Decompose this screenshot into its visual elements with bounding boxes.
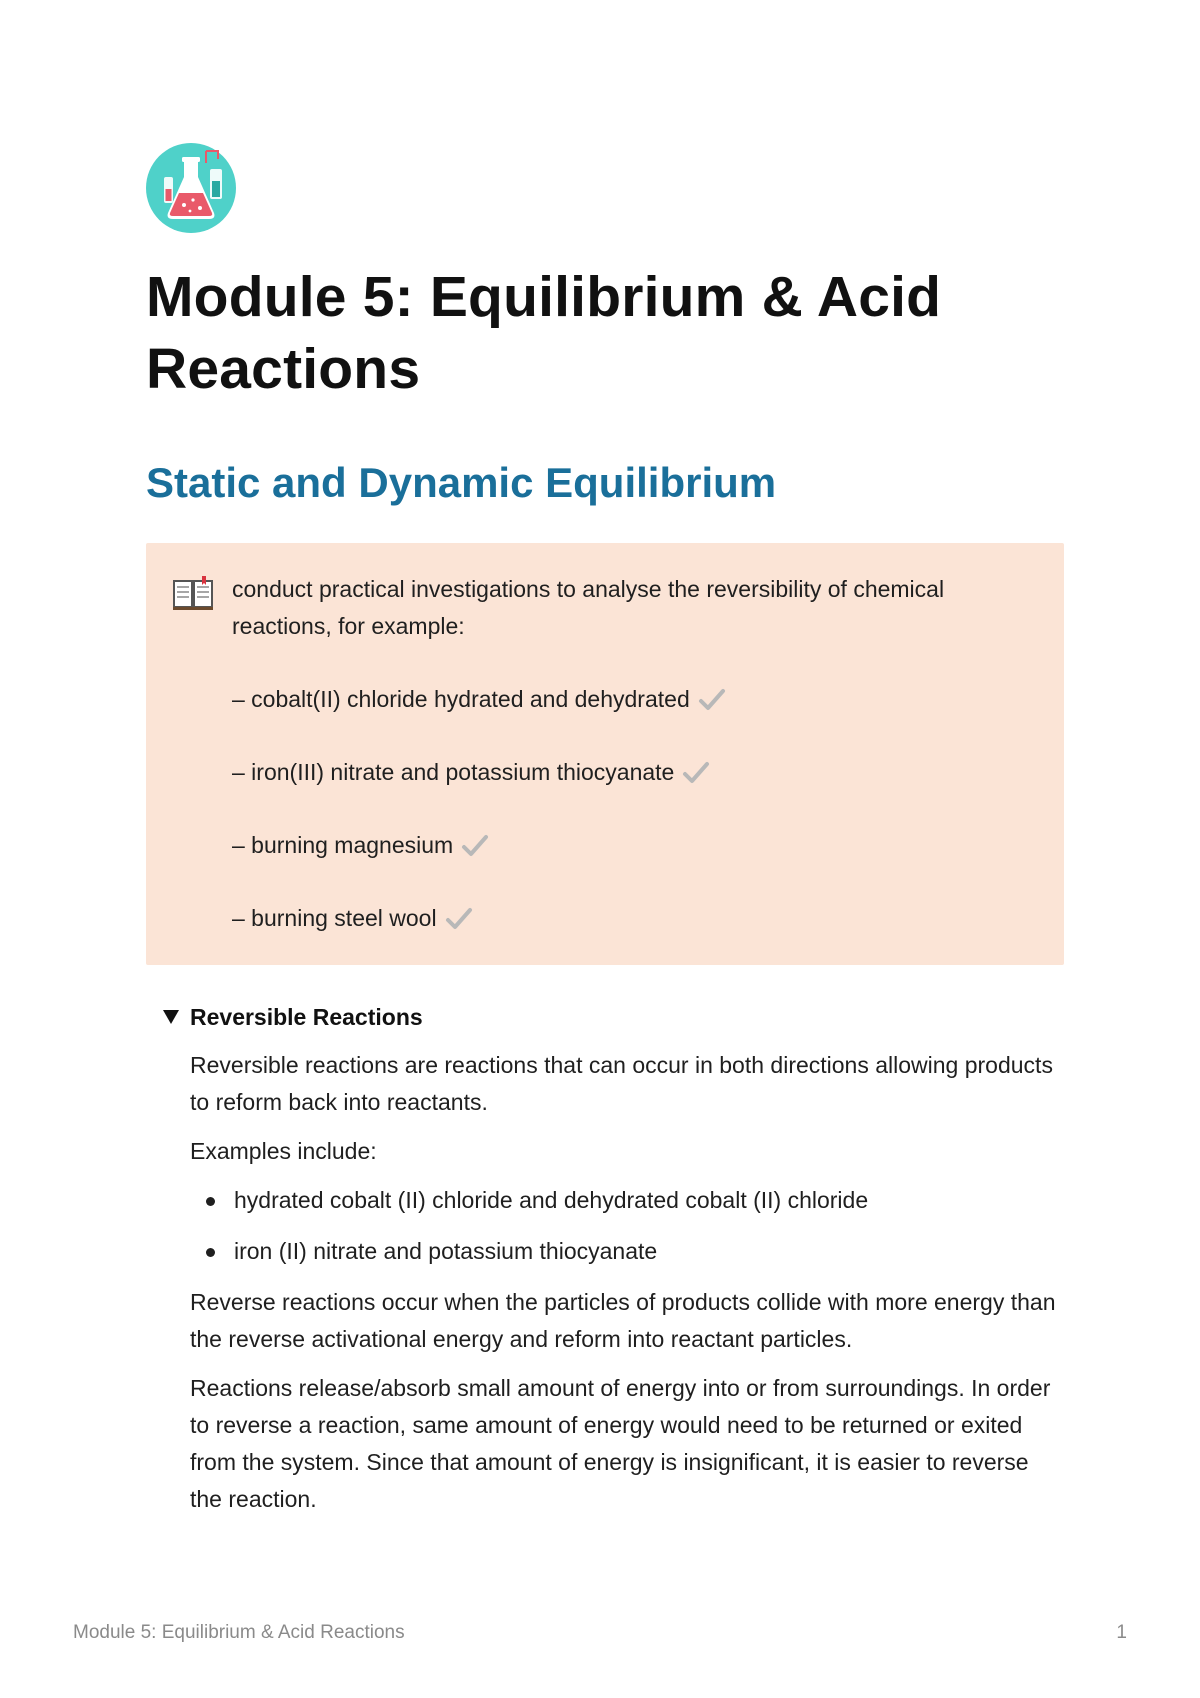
paragraph: Examples include:: [190, 1138, 377, 1164]
callout-item-text: – iron(III) nitrate and potassium thiocyanate: [232, 759, 675, 785]
callout-intro: conduct practical investigations to analyse the reversibility of chemical reactions, for example:: [232, 576, 945, 639]
toggle-title: Reversible Reactions: [190, 1004, 423, 1030]
callout-item-text: – burning steel wool: [232, 905, 437, 931]
examples-list: [190, 1182, 1064, 1270]
callout-item: [232, 754, 1034, 791]
list-item-text: iron (II) nitrate and potassium thiocyanate: [234, 1238, 658, 1264]
chemistry-flask-icon: [146, 143, 236, 233]
check-mark-icon: [682, 759, 710, 787]
page-content: [146, 143, 1064, 1530]
page-footer: [73, 1622, 1127, 1644]
paragraph: Reverse reactions occur when the particles of products collide with more energy than the reverse activational energy and reform into reactant particles.: [190, 1289, 1056, 1352]
callout-item: [232, 827, 1034, 864]
list-item-text: hydrated cobalt (II) chloride and dehydrated cobalt (II) chloride: [234, 1187, 869, 1213]
page-number: 1: [1116, 1622, 1127, 1643]
open-book-icon: [172, 575, 214, 611]
callout-body: [232, 571, 1034, 937]
page-title: Module 5: Equilibrium & Acid Reactions: [146, 265, 942, 401]
triangle-down-icon[interactable]: [162, 1009, 180, 1025]
footer-title: Module 5: Equilibrium & Acid Reactions: [73, 1622, 405, 1643]
paragraph: Reversible reactions are reactions that can occur in both directions allowing products to reform back into reactants.: [190, 1052, 1053, 1115]
callout-item-text: – burning magnesium: [232, 832, 454, 858]
section-heading: Static and Dynamic Equilibrium: [146, 459, 777, 506]
bullet-icon: [206, 1197, 215, 1206]
reversible-reactions-toggle: [146, 1001, 1064, 1518]
callout-item: [232, 900, 1034, 937]
toggle-body: [190, 1047, 1064, 1518]
check-mark-icon: [698, 686, 726, 714]
callout-item-text: – cobalt(II) chloride hydrated and dehydrated: [232, 686, 690, 712]
bullet-icon: [206, 1248, 215, 1257]
syllabus-callout: [146, 543, 1064, 965]
check-mark-icon: [445, 905, 473, 933]
toggle-header[interactable]: [162, 1001, 1064, 1033]
callout-item: [232, 681, 1034, 718]
check-mark-icon: [461, 832, 489, 860]
list-item: [190, 1233, 1064, 1270]
list-item: [190, 1182, 1064, 1219]
paragraph: Reactions release/absorb small amount of energy into or from surroundings. In order to reverse a reaction, same amount of energy would need to be returned or exited from the system. Since that amount of energy is insignificant, it is easier to reverse the reaction.: [190, 1375, 1051, 1512]
